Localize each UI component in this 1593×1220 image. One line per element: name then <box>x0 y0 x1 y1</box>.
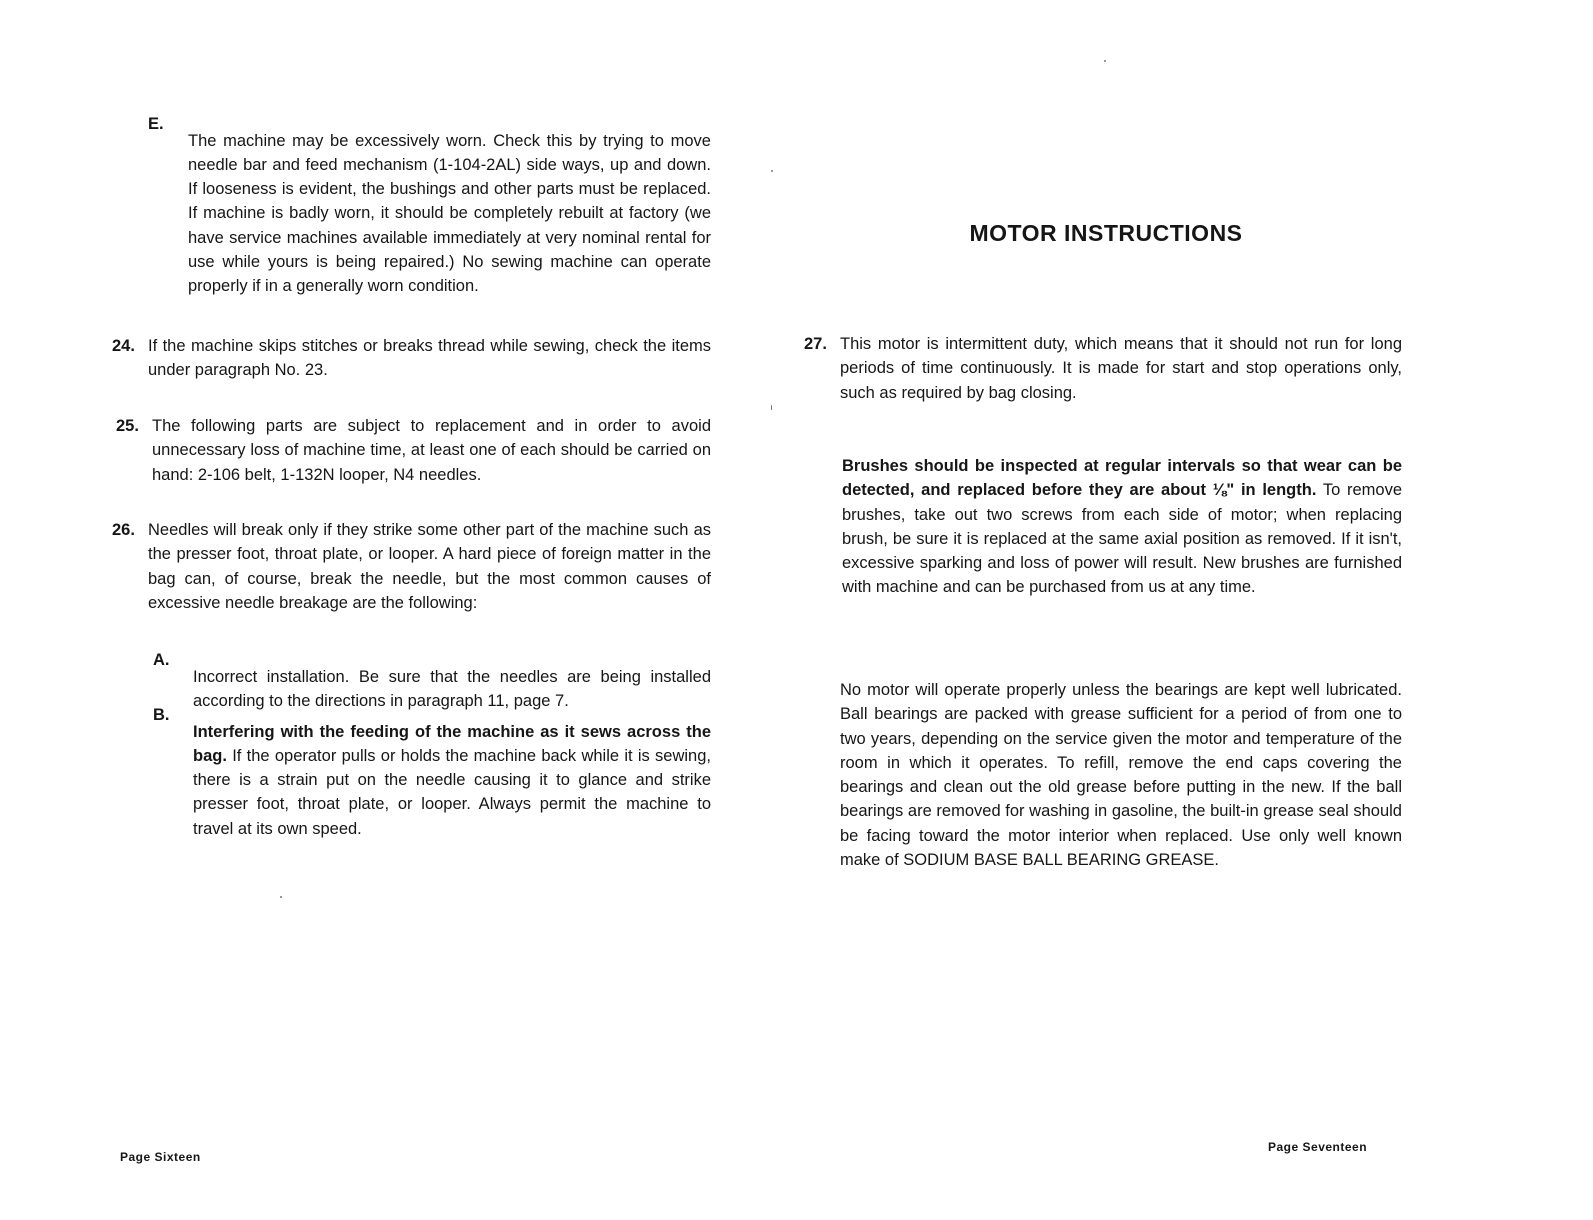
item-e <box>148 112 711 315</box>
item-24 <box>112 334 711 383</box>
brushes-text: To remove brushes, take out two screws from each side of motor; when replacing brush, be sure it is replaced at the same axial position as removed. If it isn't, excessive sparking and loss of power will result. New brushes are furnished with machine and can be purchased from us at any time. <box>842 481 1402 597</box>
item-26-a-text: Incorrect installation. Be sure that the needles are being installed according to the directions in paragraph 11, page 7. <box>193 667 711 710</box>
page-title: MOTOR INSTRUCTIONS <box>969 220 1243 246</box>
item-25-text: The following parts are subject to replacement and in order to avoid unnecessary loss of machine time, at least one of each should be carried on hand: 2-106 belt, 1-132N looper, N4 needles. <box>152 417 711 484</box>
item-26-b <box>153 703 711 857</box>
bearings-text: No motor will operate properly unless the bearings are kept well lubricated. Ball bearings are packed with grease sufficient for a period of from one to two years, depending on the service given the motor and temperature of the room in which it operates. To refill, remove the end caps covering the bearings and clean out the old grease before putting in the new. If the ball bearings are removed for washing in gasoline, the built-in grease seal should be facing toward the motor interior when replaced. Use only well known make of SODIUM BASE BALL BEARING GREASE. <box>840 681 1402 870</box>
item-26-b-letter: B. <box>153 706 170 724</box>
brushes-paragraph <box>842 454 1402 600</box>
right-page <box>790 0 1593 1220</box>
item-26-b-text: If the operator pulls or holds the machine back while it is sewing, there is a strain put on the needle causing it to glance and strike presser foot, throat plate, or looper. Always permit the machine to travel at its own speed. <box>193 746 711 838</box>
scan-speck <box>1104 60 1106 62</box>
scan-speck <box>771 170 773 172</box>
scan-speck <box>280 896 282 898</box>
item-27 <box>804 332 1402 405</box>
brushes-text-block <box>842 454 1402 600</box>
item-26 <box>112 518 711 615</box>
item-24-number: 24. <box>112 337 135 355</box>
item-26-text: Needles will break only if they strike some other part of the machine such as the presser foot, throat plate, or looper. A hard piece of foreign matter in the bag can, of course, break the needle, but the most common causes of excessive needle breakage are the following: <box>148 521 711 612</box>
item-27-text: This motor is intermittent duty, which means that it should not run for long periods of time continuously. It is made for start and stop operations only, such as required by bag closing. <box>840 335 1402 402</box>
item-26-a-letter: A. <box>153 651 170 669</box>
brushes-bold-text: Brushes should be inspected at regular intervals so that wear can be detected, and replaced before they are about ⅛" in length. <box>842 457 1402 500</box>
item-25-number: 25. <box>116 417 139 435</box>
item-26-b-bold-text: Interfering with the feeding of the machine as it sews across the bag. <box>193 722 711 765</box>
item-e-letter: E. <box>148 115 164 133</box>
item-26-b-paragraph <box>193 720 711 841</box>
scan-speck <box>771 405 772 410</box>
bearings-paragraph <box>840 678 1402 872</box>
item-e-text: The machine may be excessively worn. Check this by trying to move needle bar and feed mechanism (1-104-2AL) side ways, up and down. If looseness is evident, the bushings and other parts must be replaced. If machine is badly worn, it should be completely rebuilt at factory (we have service machines available immediately at very nominal rental for use while yours is being repaired.) No sewing machine can operate properly if in a generally worn condition. <box>188 131 711 296</box>
page-number-right: Page Seventeen <box>1268 1140 1368 1154</box>
left-page <box>0 0 790 1220</box>
item-26-number: 26. <box>112 521 135 539</box>
item-24-text: If the machine skips stitches or breaks thread while sewing, check the items under paragraph No. 23. <box>148 337 711 380</box>
item-27-number: 27. <box>804 335 827 353</box>
page-number-left: Page Sixteen <box>120 1150 201 1164</box>
item-25 <box>116 414 711 487</box>
